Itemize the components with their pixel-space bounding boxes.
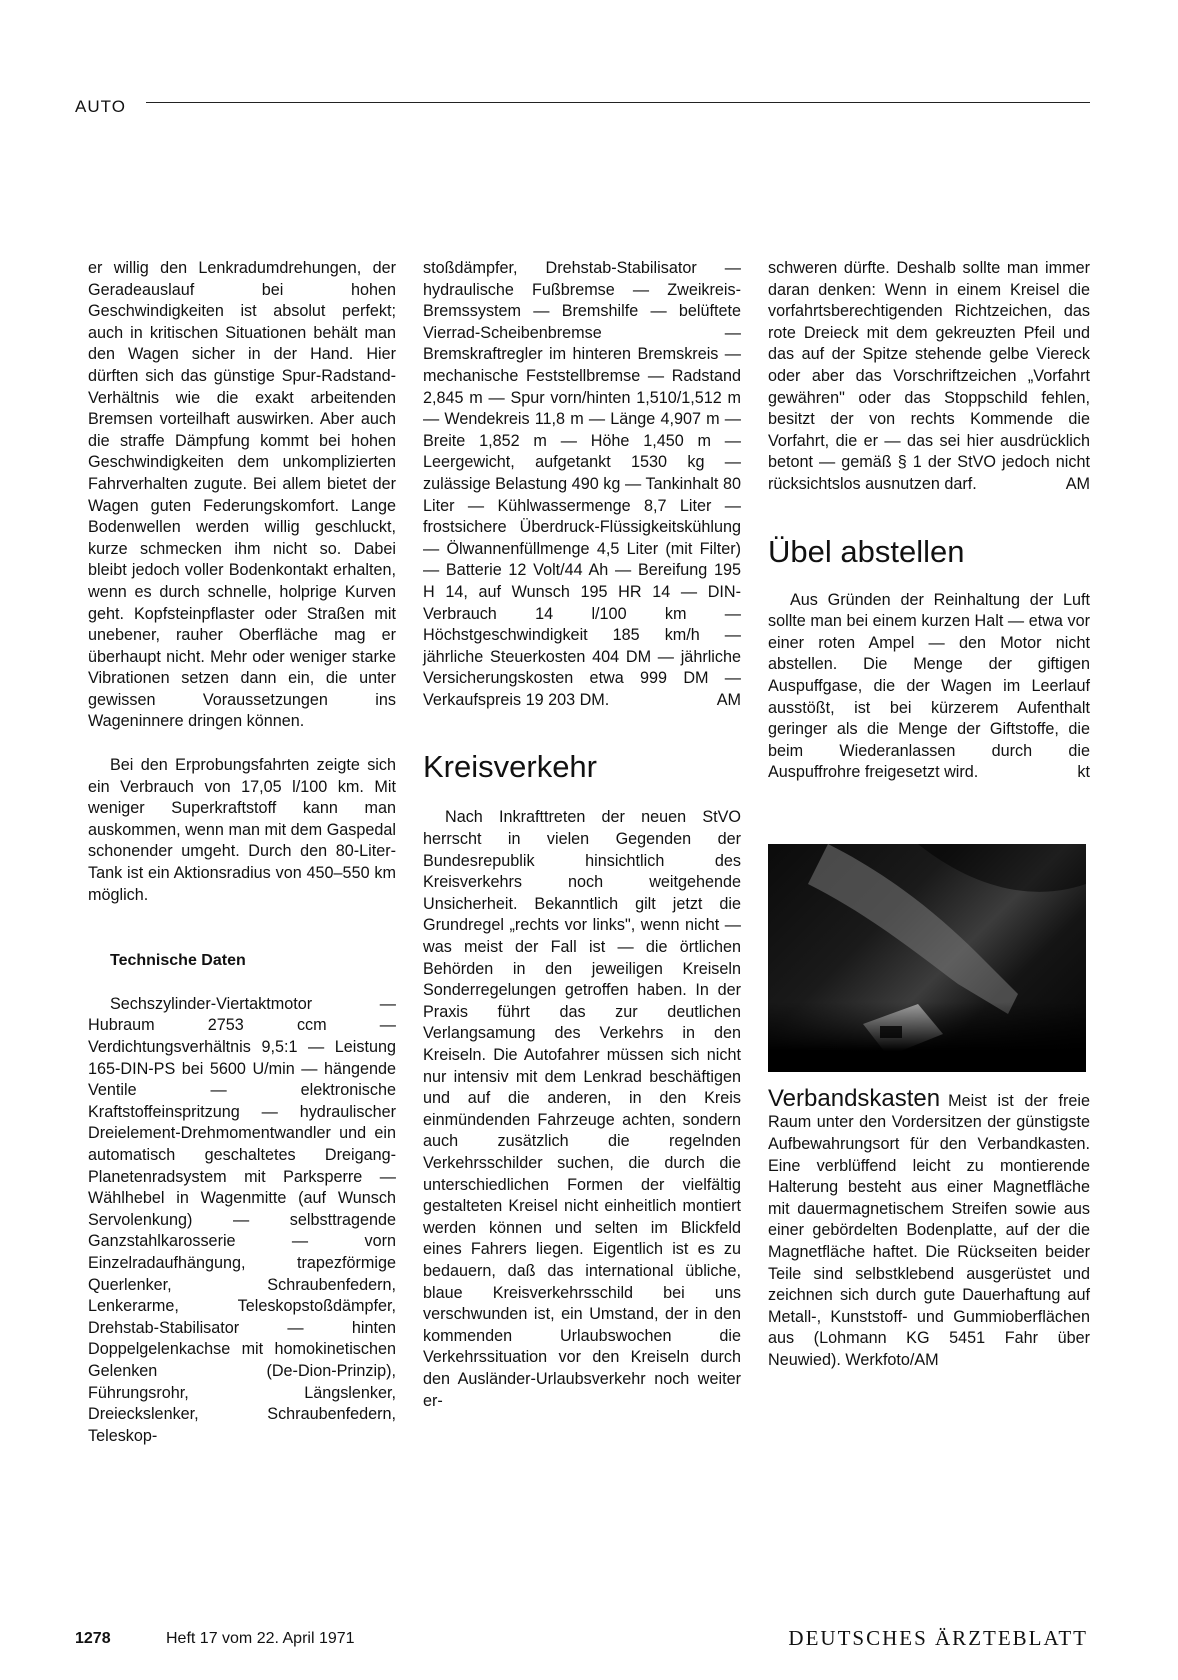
uebel-abstellen-text <box>768 590 1090 784</box>
author-signature: AM <box>716 690 741 709</box>
journal-title: DEUTSCHES ÄRZTEBLATT <box>788 1626 1088 1650</box>
page-number: 1278 <box>75 1630 111 1647</box>
uebel-abstellen-body: Aus Gründen der Reinhaltung der Luft sollte man bei einem kurzen Halt — etwa vor einer roten Ampel — den Motor nicht abstellen. Die Menge der giftigen Auspuffgase, die der Wagen im Leerlauf ausstößt, ist bei kürzerem Aufenthalt geringer als die Menge der Giftstoffe, die beim Wiederanlassen durch die Auspuffrohre freigesetzt wird. <box>768 590 1090 782</box>
author-signature: AM <box>1065 474 1090 493</box>
column-2 <box>423 258 741 1412</box>
verbandskasten-body: Meist ist der freie Raum unter den Vordersitzen der günstigste Aufbewahrungsort für den Verbandkasten. Eine verblüffend leicht zu montierende Halterung besteht aus einer Magnetfläche mit dauermagnetischem Streifen sowie aus einer gebördelten Bodenplatte, auf der die Magnetfläche haftet. Die Rückseiten beider Teile sind selbstklebend ausgerüstet und zeichnen sich durch gute Dauerhaftung auf Metall-, Kunststoff- und Gummioberflächen aus (Lohmann KG 5451 Fahr über Neuwied). Werkfoto/AM <box>768 1091 1090 1369</box>
tech-data-heading: Technische Daten <box>110 952 246 970</box>
verbandskasten-heading: Verbandskasten <box>768 1084 941 1112</box>
uebel-abstellen-heading: Übel abstellen <box>768 533 965 569</box>
column-1 <box>88 258 396 1447</box>
author-signature: kt <box>1077 763 1090 782</box>
article-paragraph: er willig den Lenkradumdrehungen, der Geradeauslauf bei hohen Geschwindigkeiten ist absolut perfekt; auch in kritischen Situationen behält man den Wagen sicher in der Hand. Hier dürften sich das günstige Spur-Radstand-Verhältnis wie die exakt arbeitenden Bremsen vorteilhaft auswirken. Aber auch die straffe Dämpfung kommt bei hohen Geschwindigkeiten dem unkomplizierten Fahrverhalten zugute. Bei allem bietet der Wagen guten Federungskomfort. Lange Bodenwellen werden willig geschluckt, kurze schmecken ihm nicht so. Dabei bleibt jedoch voller Bodenkontakt erhalten, wenn es durch schnelle, holprige Kurven geht. Kopfsteinpflaster oder Straßen mit unebener, rauher Oberfläche mag er überhaupt nicht. Mehr oder weniger starke Vibrationen setzen dann ein, die unter gewissen Voraussetzungen ins Wageninnere dringen können. <box>88 259 396 731</box>
header-rule <box>146 102 1090 103</box>
section-label: AUTO <box>75 97 126 116</box>
tech-data-body: stoßdämpfer, Drehstab-Stabilisator — hydraulische Fußbremse — Zweikreis-Bremssystem — Bremshilfe — belüftete Vierrad-Scheibenbremse — Bremskraftregler im hinteren Bremskreis — mechanische Feststellbremse — Radstand 2,845 m — Spur vorn/hinten 1,510/1,512 m — Wendekreis 11,8 m — Länge 4,907 m — Breite 1,852 m — Höhe 1,450 m — Leergewicht, aufgetankt 1530 kg — zulässige Belastung 490 kg — Tankinhalt 80 Liter — Kühlwassermenge 8,7 Liter — frostsichere Überdruck-Flüssigkeitskühlung — Ölwannenfüllmenge 4,5 Liter (mit Filter) — Batterie 12 Volt/44 Ah — Bereifung 195 H 14, auf Wunsch 195 HR 14 — DIN-Verbrauch 14 l/100 km — Höchstgeschwindigkeit 185 km/h — jährliche Steuerkosten 404 DM — jährliche Versicherungskosten etwa 999 DM — Verkaufspreis 19 203 DM. <box>423 259 741 709</box>
column-3 <box>768 258 1090 1372</box>
tech-data-text: Sechszylinder-Viertaktmotor — Hubraum 2753 ccm — Verdichtungsverhältnis 9,5:1 — Leistung 165-DIN-PS bei 5600 U/min — hängende Ventile — elektronische Kraftstoffeinspritzung — hydraulischer Dreielement-Drehmomentwandler und ein automatisch geschaltetes Dreigang-Planetenradsystem mit Parksperre — Wählhebel in Wagenmitte (auf Wunsch Servolenkung) — selbsttragende Ganzstahlkarosserie — vorn Einzelradaufhängung, trapezförmige Querlenker, Schraubenfedern, Lenkerarme, Teleskopstoßdämpfer, Drehstab-Stabilisator — hinten Doppelgelenkachse mit homokinetischen Gelenken (De-Dion-Prinzip), Führungsrohr, Längslenker, Dreieckslenker, Schraubenfedern, Teleskop- <box>88 994 396 1445</box>
kreisverkehr-body: schweren dürfte. Deshalb sollte man immer daran denken: Wenn in einem Kreisel die vorfahrtsberechtigenden Richtzeichen, das rote Dreieck mit dem gekreuzten Pfeil und das auf der Spitze stehende gelbe Viereck oder aber das Vorschriftzeichen „Vorfahrt gewähren" oder das Stoppschild fehlen, besitzt der von rechts Kommende die Vorfahrt, die er — das sei hier ausdrücklich betont — gemäß § 1 der StVO jedoch nicht rücksichtslos ausnutzen darf. <box>768 259 1090 493</box>
issue-info: Heft 17 vom 22. April 1971 <box>166 1630 355 1647</box>
verbandskasten-text <box>768 1084 1090 1372</box>
article-paragraph: Bei den Erprobungsfahrten zeigte sich ein Verbrauch von 17,05 l/100 km. Mit weniger Superkraftstoff kann man auskommen, wenn man mit dem Gaspedal schonender umgeht. Durch den 80-Liter-Tank ist ein Aktionsradius von 450–550 km möglich. <box>88 756 396 904</box>
kreisverkehr-continued <box>768 258 1090 496</box>
kreisverkehr-heading: Kreisverkehr <box>423 749 597 785</box>
tech-data-text <box>423 258 741 711</box>
first-aid-kit-photo <box>768 844 1086 1072</box>
kreisverkehr-text: Nach Inkrafttreten der neuen StVO herrscht in vielen Gegenden der Bundesrepublik hinsichtlich des Kreisverkehrs noch weitgehende Unsicherheit. Bekanntlich gilt jetzt die Grundregel „rechts vor links", wenn nicht — was meist der Fall ist — die örtlichen Behörden in den jeweiligen Kreiseln Sonderregelungen getroffen haben. In der Praxis führt das zur deutlichen Verlangsamung des Verkehrs in den Kreiseln. Die Autofahrer müssen sich nicht nur intensiv mit dem Lenkrad beschäftigen und auf die anderen, in den Kreis einmündenden Fahrzeuge achten, sondern auch zusätzlich die regelnden Verkehrsschilder suchen, die durch die unterschiedlichen Formen der vielfältig gestalteten Kreisel nicht einheitlich montiert werden können und selten im Blickfeld eines Fahrers liegen. Eigentlich ist es zu bedauern, daß das international übliche, blaue Kreisverkehrsschild bei uns verschwunden ist, ein Umstand, der in den kommenden Urlaubswochen die Verkehrssituation vor den Kreiseln durch den Ausländer-Urlaubsverkehr noch weiter er- <box>423 808 741 1410</box>
